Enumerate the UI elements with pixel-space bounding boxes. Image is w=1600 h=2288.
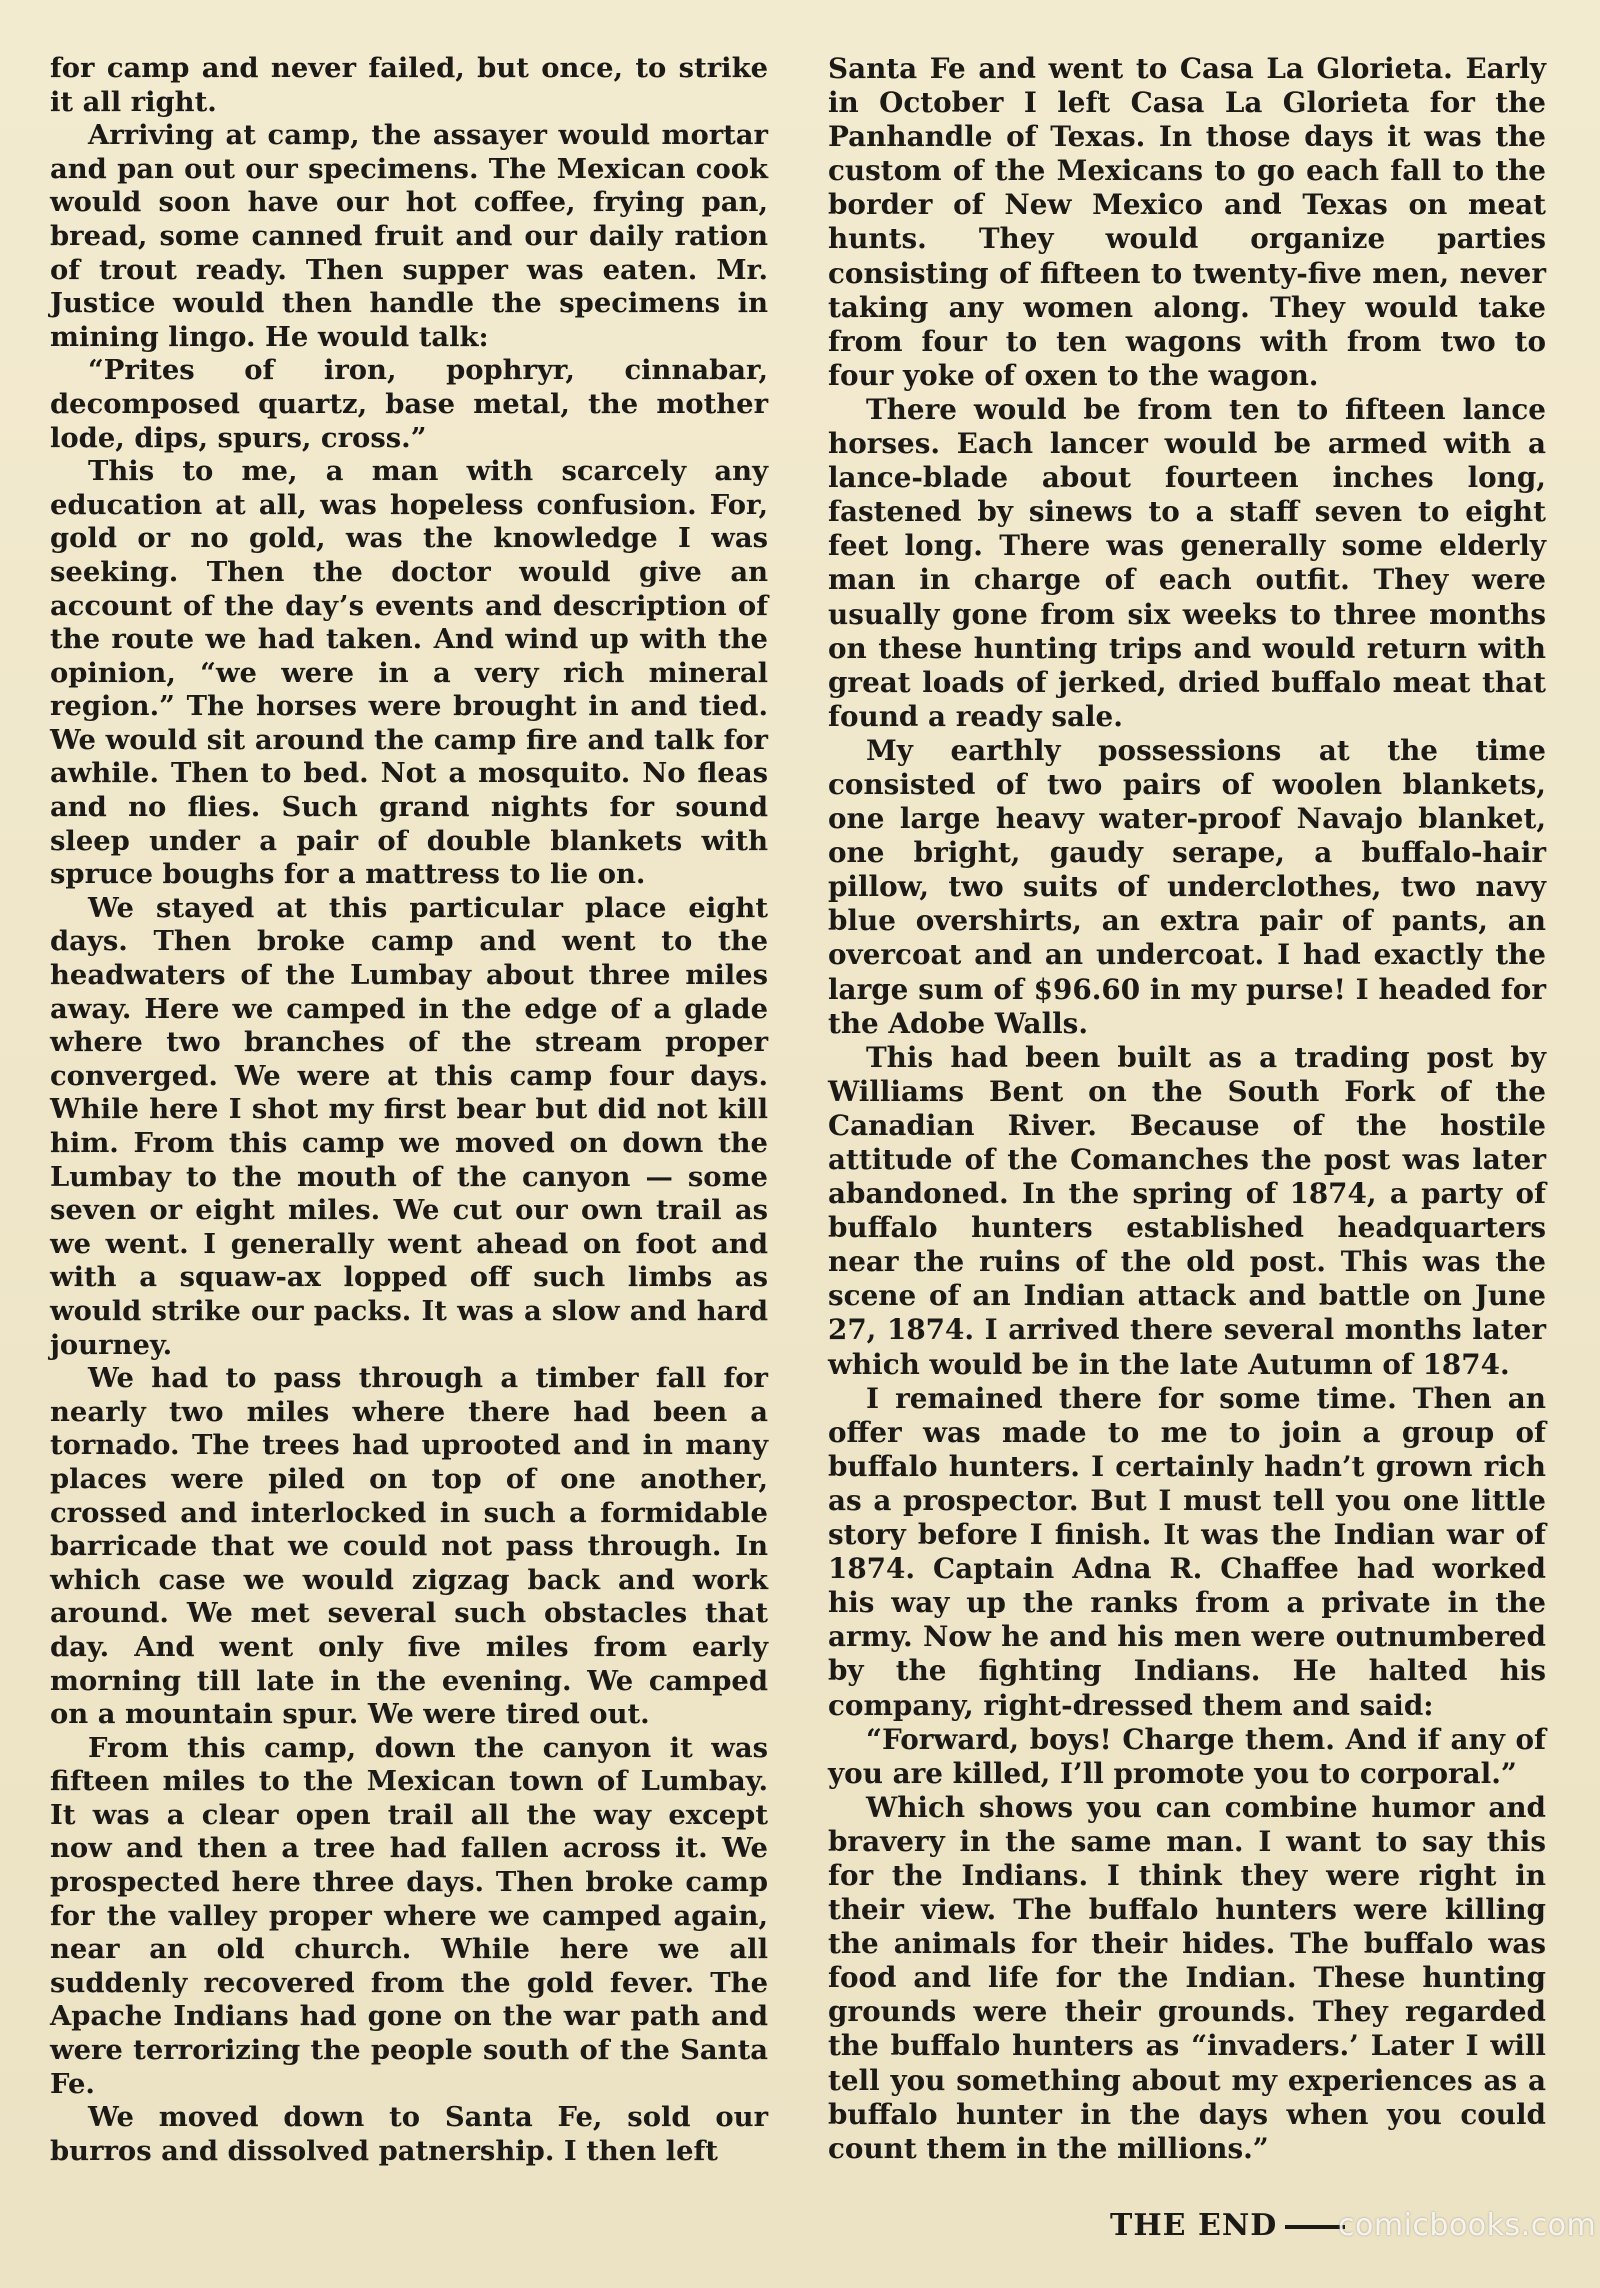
paragraph: We had to pass through a timber fall for nearly two miles where there had been a tornado. The trees had uprooted and in many places were piled on top of one another, crossed and interlocked in such a formidable barricade that we could not pass through. In which case we would zigzag back and work around. We met several such obstacles that day. And went only five miles from early morning till late in the evening. We camped on a mountain spur. We were tired out. [50, 1362, 768, 1731]
paragraph: There would be from ten to fifteen lance horses. Each lancer would be armed with a lance-blade about fourteen inches long, fastened by sinews to a staff seven to eight feet long. There was generally some elderly man in charge of each outfit. They were usually gone from six weeks to three months on these hunting trips and would return with great loads of jerked, dried buffalo meat that found a ready sale. [828, 392, 1546, 733]
paragraph: This had been built as a trading post by Williams Bent on the South Fork of the Canadian River. Because of the hostile attitude of the Comanches the post was later abandoned. In the spring of 1874, a party of buffalo hunters established headquarters near the ruins of the old post. This was the scene of an Indian attack and battle on June 27, 1874. I arrived there several months later which would be in the late Autumn of 1874. [828, 1040, 1546, 1381]
left-column [50, 52, 768, 2168]
paragraph-quote: “Forward, boys! Charge them. And if any of you are killed, I’ll promote you to corporal.” [828, 1722, 1546, 1790]
paragraph: Which shows you can combine humor and bravery in the same man. I want to say this for the Indians. I think they were right in their view. The buffalo hunters were killing the animals for their hides. The buffalo was food and life for the Indian. These hunting grounds were their grounds. They regarded the buffalo hunters as “invaders.’ Later I will tell you something about my experiences as a buffalo hunter in the days when you could count them in the millions.” [828, 1790, 1546, 2165]
paragraph: Santa Fe and went to Casa La Glorieta. Early in October I left Casa La Glorieta for the Panhandle of Texas. In those days it was the custom of the Mexicans to go each fall to the border of New Mexico and Texas on meat hunts. They would organize parties consisting of fifteen to twenty-five men, never taking any women along. They would take from four to ten wagons with from two to four yoke of oxen to the wagon. [828, 52, 1546, 392]
paragraph: Arriving at camp, the assayer would mortar and pan out our specimens. The Mexican cook would soon have our hot coffee, frying pan, bread, some canned fruit and our daily ration of trout ready. Then supper was eaten. Mr. Justice would then handle the specimens in mining lingo. He would talk: [50, 119, 768, 353]
watermark: comicbooks.com [1338, 2208, 1597, 2243]
paragraph: From this camp, down the canyon it was fifteen miles to the Mexican town of Lumbay. It was a clear open trail all the way except now and then a tree had fallen across it. We prospected here three days. Then broke camp for the valley proper where we camped again, near an old church. While here we all suddenly recovered from the gold fever. The Apache Indians had gone on the war path and were terrorizing the people south of the Santa Fe. [50, 1731, 768, 2100]
paragraph: I remained there for some time. Then an offer was made to me to join a group of buffalo hunters. I certainly hadn’t grown rich as a prospector. But I must tell you one little story before I finish. It was the Indian war of 1874. Captain Adna R. Chaffee had worked his way up the ranks from a private in the army. Now he and his men were outnumbered by the fighting Indians. He halted his company, right-dressed them and said: [828, 1381, 1546, 1722]
right-column [828, 52, 1546, 2166]
paragraph: We stayed at this particular place eight days. Then broke camp and went to the headwaters of the Lumbay about three miles away. Here we camped in the edge of a glade where two branches of the stream proper converged. We were at this camp four days. While here I shot my first bear but did not kill him. From this camp we moved on down the Lumbay to the mouth of the canyon — some seven or eight miles. We cut our own trail as we went. I generally went ahead on foot and with a squaw-ax lopped off such limbs as would strike our packs. It was a slow and hard journey. [50, 891, 768, 1361]
paragraph-quote: “Prites of iron, pophryr, cinnabar, decomposed quartz, base metal, the mother lode, dips, spurs, cross.” [50, 354, 768, 454]
paragraph: for camp and never failed, but once, to strike it all right. [50, 52, 768, 118]
paragraph: We moved down to Santa Fe, sold our burros and dissolved patnership. I then left [50, 2101, 768, 2167]
the-end-label [1110, 2208, 1345, 2243]
end-dash [1285, 2225, 1345, 2229]
the-end-text: THE END [1110, 2208, 1278, 2243]
paragraph: This to me, a man with scarcely any education at all, was hopeless confusion. For, gold or no gold, was the knowledge I was seeking. Then the doctor would give an account of the day’s events and description of the route we had taken. And wind up with the opinion, “we were in a very rich mineral region.” The horses were brought in and tied. We would sit around the camp fire and talk for awhile. Then to bed. Not a mosquito. No fleas and no flies. Such grand nights for sound sleep under a pair of double blankets with spruce boughs for a mattress to lie on. [50, 455, 768, 891]
paragraph: My earthly possessions at the time consisted of two pairs of woolen blankets, one large heavy water-proof Navajo blanket, one bright, gaudy serape, a buffalo-hair pillow, two suits of underclothes, two navy blue overshirts, an extra pair of pants, an overcoat and an undercoat. I had exactly the large sum of $96.60 in my purse! I headed for the Adobe Walls. [828, 733, 1546, 1040]
